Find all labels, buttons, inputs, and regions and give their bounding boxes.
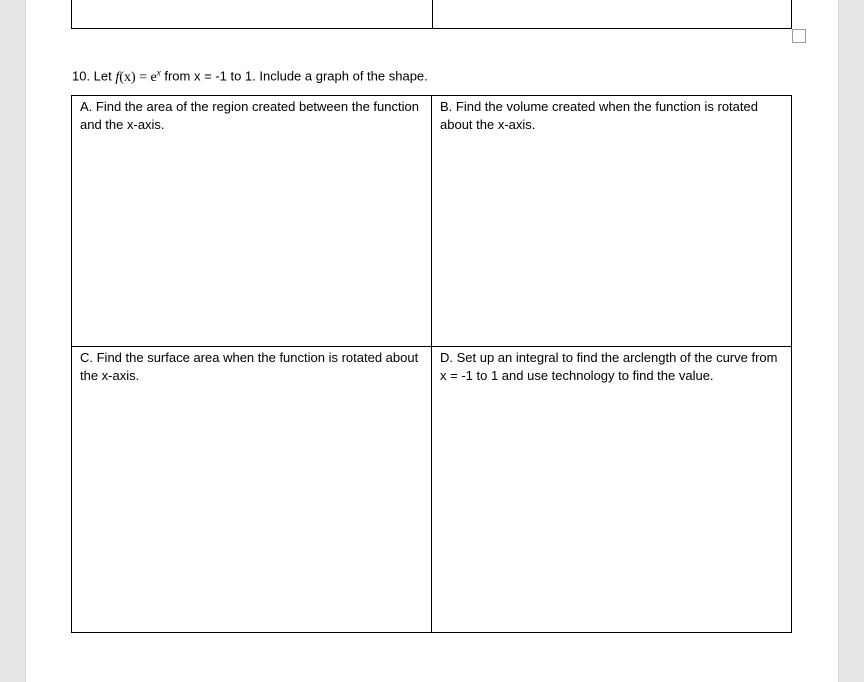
cell-part-d[interactable] — [432, 347, 791, 632]
cell-part-c[interactable] — [72, 347, 432, 632]
part-d-prompt: D. Set up an integral to find the arclength of the curve from x = -1 to 1 and use technology to find the value. — [440, 350, 778, 383]
function-name: f — [115, 69, 120, 85]
exponential-base: e — [150, 69, 157, 85]
question-prefix: 10. Let — [72, 68, 112, 84]
table-move-handle[interactable] — [792, 29, 806, 43]
part-b-prompt: B. Find the volume created when the function is rotated about the x-axis. — [440, 99, 758, 132]
equals-sign: = — [139, 69, 148, 85]
answer-table — [71, 95, 792, 633]
table-column-divider — [432, 0, 433, 28]
cell-part-a[interactable] — [72, 96, 432, 347]
function-expression — [115, 67, 161, 85]
part-a-prompt: A. Find the area of the region created between the function and the x-axis. — [80, 99, 419, 132]
cell-part-b[interactable] — [432, 96, 791, 347]
part-c-prompt: C. Find the surface area when the function is rotated about the x-axis. — [80, 350, 419, 383]
exponent: x — [156, 67, 161, 77]
question-10 — [72, 62, 428, 88]
question-suffix: from x = -1 to 1. Include a graph of the shape. — [164, 68, 428, 84]
previous-table-bottom — [71, 0, 792, 29]
function-argument: (x) — [119, 69, 136, 85]
